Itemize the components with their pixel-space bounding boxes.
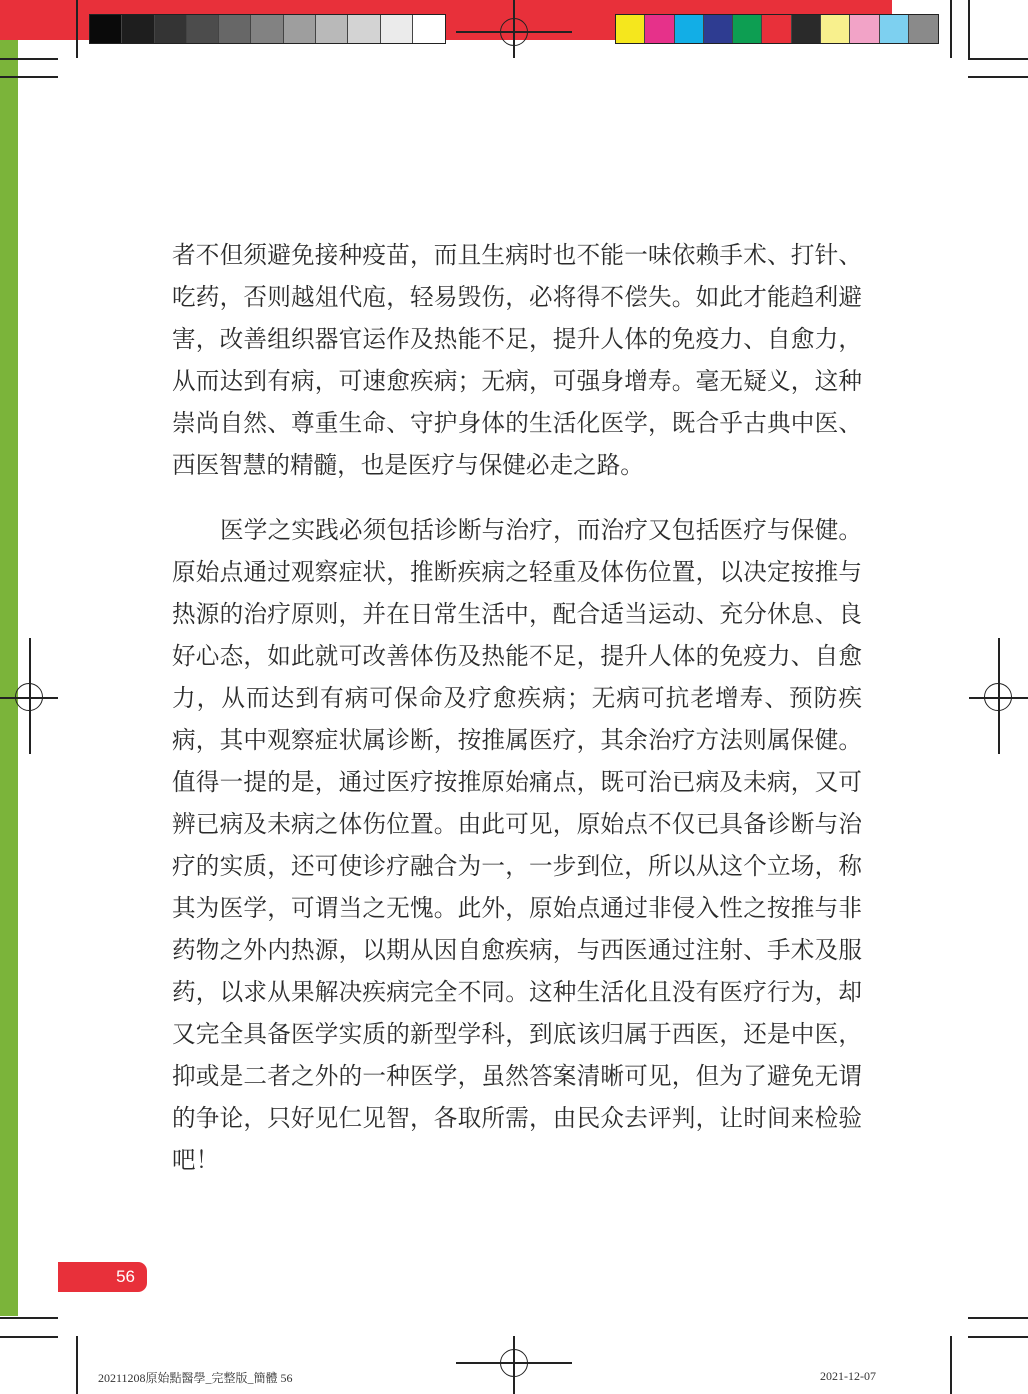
crop-mark xyxy=(968,1317,1028,1319)
calibration-swatch xyxy=(880,15,909,43)
crop-mark xyxy=(968,58,1028,60)
paragraph: 医学之实践必须包括诊断与治疗，而治疗又包括医疗与保健。原始点通过观察症状，推断疾病之轻重及体伤位置，以决定按推与热源的治疗原则，并在日常生活中，配合适当运动、充分休息、良好心态，如此就可改善体伤及热能不足，提升人体的免疫力、自愈力，从而达到有病可保命及疗愈疾病；无病可抗老增寿、预防疾病，其中观察症状属诊断，按推属医疗，其余治疗方法则属保健。值得一提的是，通过医疗按推原始痛点，既可治已病及未病，又可辨已病及未病之体伤位置。由此可见，原始点不仅已具备诊断与治疗的实质，还可使诊疗融合为一，一步到位，所以从这个立场，称其为医学，可谓当之无愧。此外，原始点通过非侵入性之按推与非药物之外内热源，以期从因自愈疾病，与西医通过注射、手术及服药，以求从果解决疾病完全不同。这种生活化且没有医疗行为，却又完全具备医学实质的新型学科，到底该归属于西医，还是中医，抑或是二者之外的一种医学，虽然答案清晰可见，但为了避免无谓的争论，只好见仁见智，各取所需，由民众去评判，让时间来检验吧！ xyxy=(172,516,862,1174)
calibration-swatch xyxy=(762,15,791,43)
registration-mark xyxy=(984,683,1012,711)
registration-mark xyxy=(15,683,43,711)
crop-mark xyxy=(0,76,58,78)
footer-file-slug: 20211208原始點醫學_完整版_簡體 56 xyxy=(98,1371,293,1385)
footer-date: 2021-12-07 xyxy=(820,1369,876,1383)
grayscale-calibration-strip xyxy=(89,14,446,44)
crop-mark xyxy=(968,1336,1028,1338)
crop-mark xyxy=(76,0,78,58)
calibration-swatch xyxy=(733,15,762,43)
crop-mark xyxy=(76,1336,78,1394)
calibration-swatch xyxy=(821,15,850,43)
calibration-swatch xyxy=(792,15,821,43)
crop-mark xyxy=(0,58,58,60)
calibration-swatch xyxy=(155,15,187,43)
calibration-swatch xyxy=(219,15,251,43)
calibration-swatch xyxy=(284,15,316,43)
side-accent-bar xyxy=(0,40,18,1316)
calibration-swatch xyxy=(251,15,283,43)
page-number: 56 xyxy=(58,1262,147,1292)
calibration-swatch xyxy=(187,15,219,43)
paragraph: 者不但须避免接种疫苗，而且生病时也不能一味依赖手术、打针、吃药，否则越俎代庖，轻易毁伤，必将得不偿失。如此才能趋利避害，改善组织器官运作及热能不足，提升人体的免疫力、自愈力，从而达到有病，可速愈疾病；无病，可强身增寿。毫无疑义，这种崇尚自然、尊重生命、守护身体的生活化医学，既合乎古典中医、西医智慧的精髓，也是医疗与保健必走之路。 xyxy=(172,241,862,479)
crop-mark xyxy=(968,76,1028,78)
calibration-swatch xyxy=(675,15,704,43)
calibration-swatch xyxy=(90,15,122,43)
calibration-swatch xyxy=(122,15,154,43)
crop-mark xyxy=(950,1336,952,1394)
calibration-swatch xyxy=(316,15,348,43)
crop-mark xyxy=(0,1336,58,1338)
calibration-swatch xyxy=(850,15,879,43)
crop-mark xyxy=(0,1317,58,1319)
color-calibration-strip xyxy=(615,14,939,44)
body-text xyxy=(172,234,862,1181)
calibration-swatch xyxy=(381,15,413,43)
calibration-swatch xyxy=(348,15,380,43)
calibration-swatch xyxy=(413,15,445,43)
calibration-swatch xyxy=(616,15,645,43)
registration-mark xyxy=(500,18,528,46)
calibration-swatch xyxy=(704,15,733,43)
calibration-swatch xyxy=(645,15,674,43)
crop-mark xyxy=(968,0,970,58)
registration-mark xyxy=(500,1349,528,1377)
crop-mark xyxy=(950,0,952,58)
calibration-swatch xyxy=(909,15,938,43)
